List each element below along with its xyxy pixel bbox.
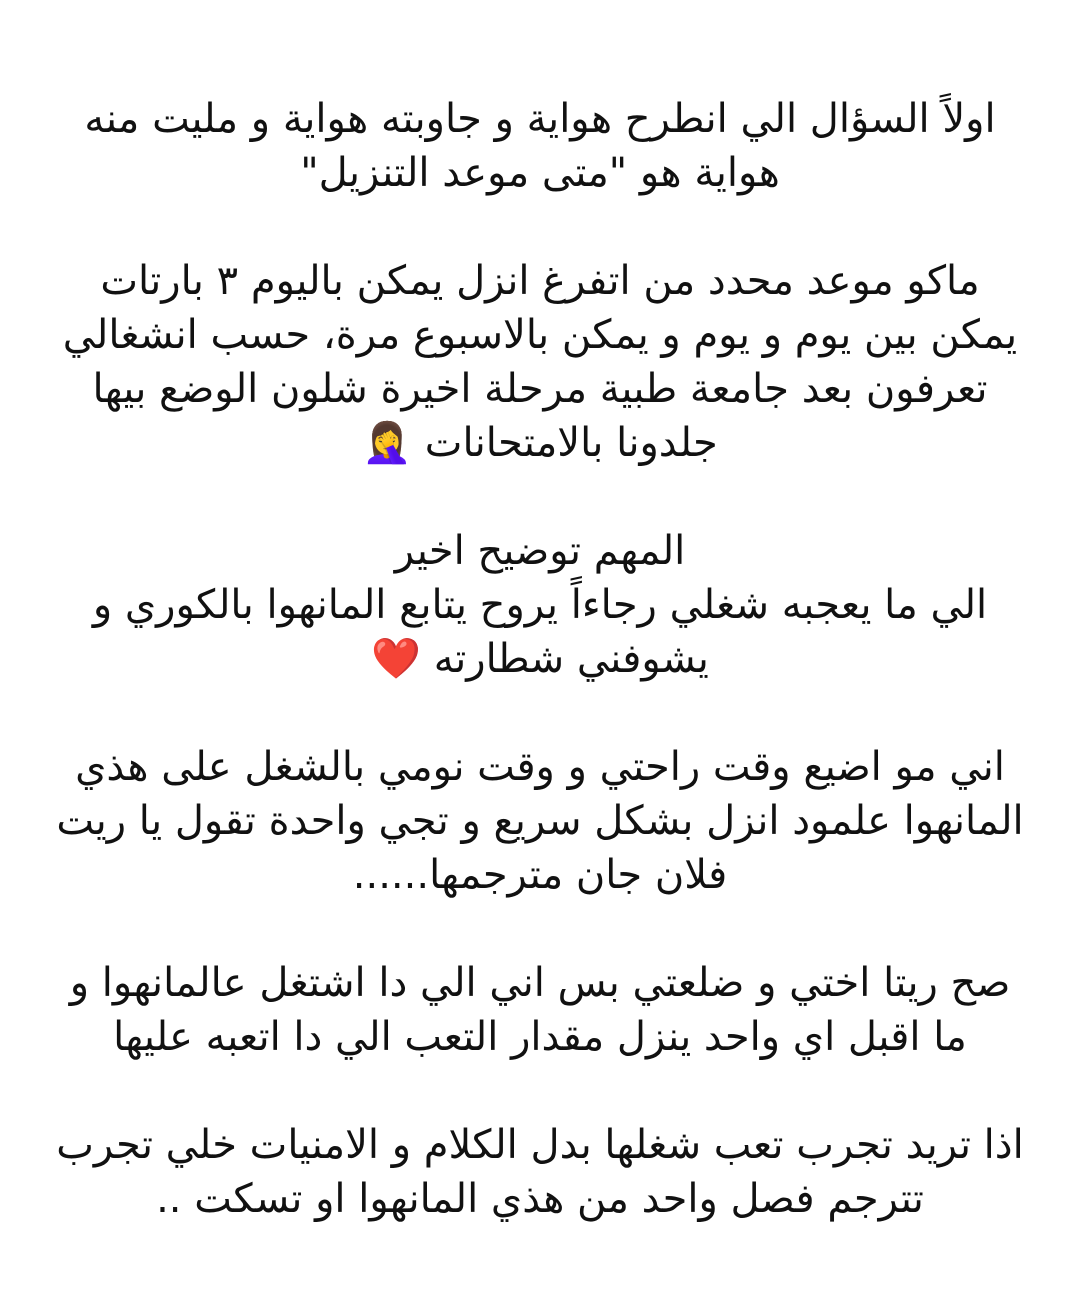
paragraph-gap <box>16 470 1064 524</box>
text-line: المانهوا علمود انزل بشكل سريع و تجي واحدة تقول يا ريت <box>56 798 1024 844</box>
text-line: فلان جان مترجمها...... <box>352 852 728 898</box>
text-line: تترجم فصل واحد من هذي المانهوا او تسكت .. <box>156 1176 924 1222</box>
paragraph-final-clarification <box>16 524 1064 686</box>
text-line: اذا تريد تجرب تعب شغلها بدل الكلام و الامنيات خلي تجرب <box>56 1122 1024 1168</box>
text-line: اولاً السؤال الي انطرح هواية و جاوبته هواية و مليت منه <box>84 96 996 142</box>
paragraph-no-schedule <box>16 254 1064 470</box>
text-line: ماكو موعد محدد من اتفرغ انزل يمكن باليوم ٣ بارتات <box>100 258 980 304</box>
text-line: المهم توضيح اخير <box>394 528 686 574</box>
paragraph-try-it <box>16 1118 1064 1226</box>
paragraph-gap <box>16 200 1064 254</box>
paragraph-sister <box>16 956 1064 1064</box>
text-line: صح ريتا اختي و ضلعتي بس اني الي دا اشتغل عالمانهوا و <box>69 960 1011 1006</box>
paragraph-gap <box>16 1064 1064 1118</box>
text-line: هواية هو "متى موعد التنزيل" <box>300 150 780 196</box>
text-line-with-emoji <box>16 632 1064 686</box>
text-line: اني مو اضيع وقت راحتي و وقت نومي بالشغل على هذي <box>75 744 1005 790</box>
text-line: ما اقبل اي واحد ينزل مقدار التعب الي دا اتعبه عليها <box>113 1014 967 1060</box>
paragraph-release-question <box>16 92 1064 200</box>
text-fragment: جلدونا بالامتحانات <box>424 420 718 466</box>
facepalm-emoji-icon: 🤦‍♀️ <box>362 420 413 466</box>
text-line: يمكن بين يوم و يوم و يمكن بالاسبوع مرة، حسب انشغالي <box>62 312 1018 358</box>
text-fragment: يشوفني شطارته <box>433 636 709 682</box>
text-line: تعرفون بعد جامعة طبية مرحلة اخيرة شلون الوضع بيها <box>92 366 988 412</box>
paragraph-gap <box>16 902 1064 956</box>
text-line-with-emoji <box>16 416 1064 470</box>
text-line: الي ما يعجبه شغلي رجاءاً يروح يتابع المانهوا بالكوري و <box>92 582 988 628</box>
red-heart-emoji-icon: ❤️ <box>371 636 421 682</box>
paragraph-effort <box>16 740 1064 902</box>
paragraph-gap <box>16 686 1064 740</box>
